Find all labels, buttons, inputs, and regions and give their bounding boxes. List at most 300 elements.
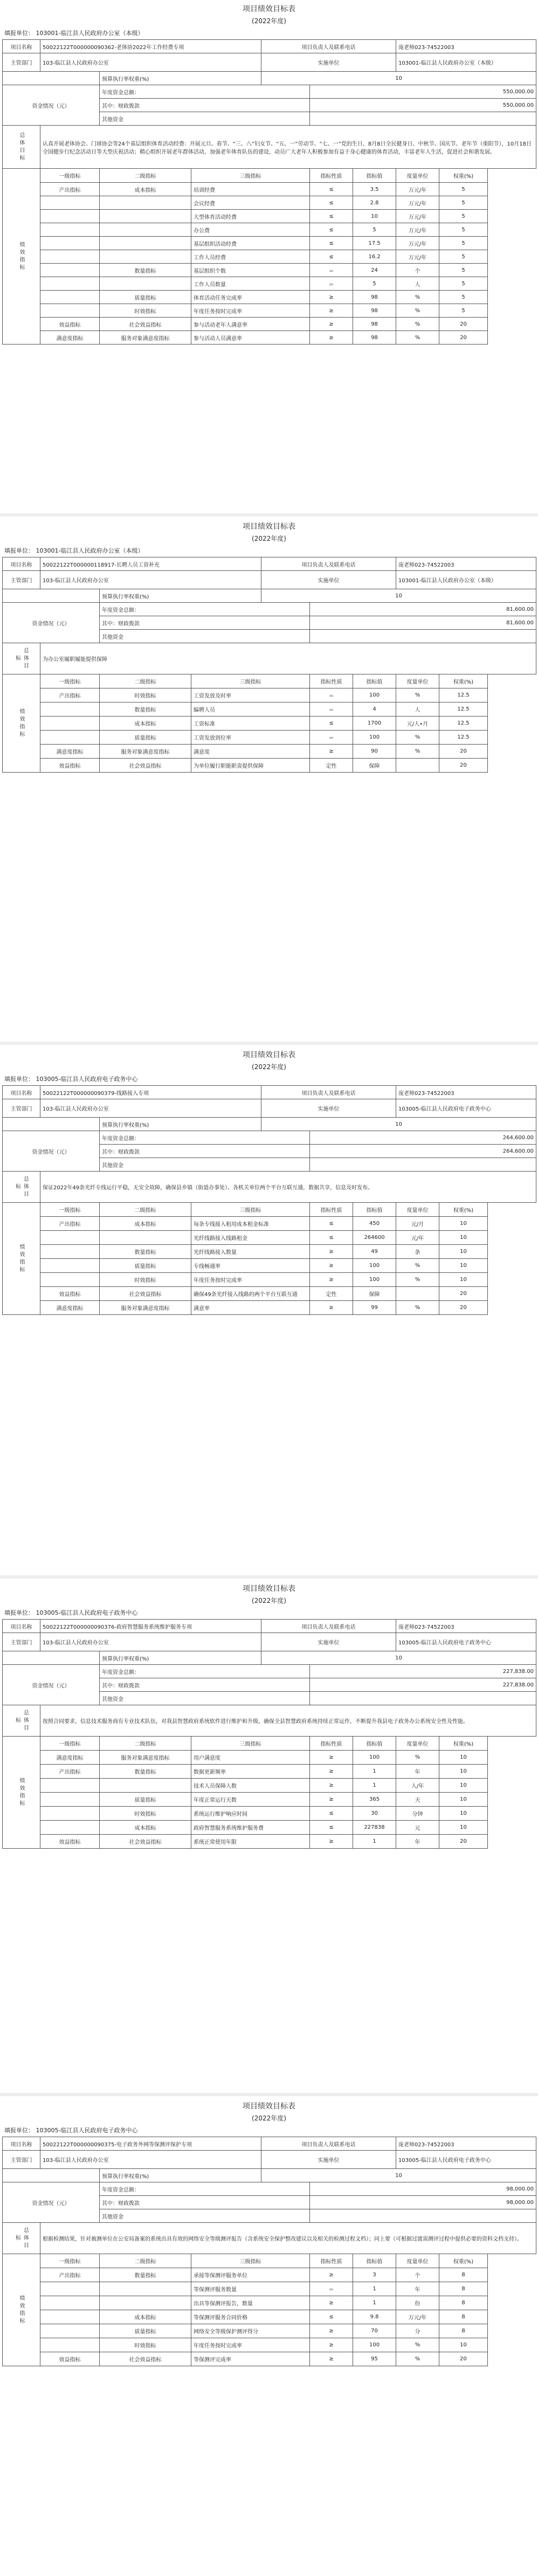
indicator-unit: % [396,304,439,318]
impl-label: 实施单位 [261,1633,396,1651]
table-row [3,210,536,223]
indicator-nature: ≥ [310,1751,353,1765]
column-header: 指标性质 [310,1737,353,1751]
level3-indicator: 基层组织活动经费 [191,237,310,250]
indicator-unit: % [396,1751,439,1765]
indicator-nature: ≥ [310,1259,353,1273]
table-row [3,2296,536,2310]
exec-rate-label: 预算执行率权重(%) [100,1118,261,1131]
indicator-nature: ＝ [310,277,353,291]
level2-indicator: 社会效益指标 [100,1287,191,1301]
fund-label: 资金情况（元） [3,1131,100,1172]
level1-indicator [40,2282,100,2296]
impl-label: 实施单位 [261,571,396,589]
dept-label: 主管部门 [3,53,40,72]
table-row [3,1765,536,1779]
fund-item-value [310,2209,536,2223]
table-row [3,1737,536,1751]
table-row [3,759,536,773]
level3-indicator: 会议经费 [191,196,310,210]
column-header: 一级指标 [40,2254,100,2268]
indicator-nature: ≤ [310,237,353,250]
level2-indicator: 社会效益指标 [100,759,191,773]
column-header: 权重(%) [439,2254,488,2268]
impl-value: 103005-临江县人民政府电子政务中心 [396,1633,536,1651]
fund-item-label: 其中：财政拨款 [100,99,310,112]
table-row [3,603,536,616]
level3-indicator: 系统运行维护响应时间 [191,1807,310,1821]
indicator-nature: ＝ [310,731,353,745]
table-row [3,2324,536,2338]
level3-indicator: 年度任务按时完成率 [191,1273,310,1287]
fund-item-value [310,112,536,126]
column-header: 指标值 [353,1203,396,1217]
table-row [3,1620,536,1633]
table-row [3,2182,536,2196]
level3-indicator: 满意度 [191,745,310,759]
column-header: 指标性质 [310,2254,353,2268]
level3-indicator: 光纤线路接入线路租金 [191,1231,310,1245]
table-row [3,2137,536,2151]
fund-item-label: 其他资金 [100,630,310,643]
indicator-unit: 元 [396,1821,439,1835]
fund-label: 资金情况（元） [3,2182,100,2223]
table-row [3,1203,536,1217]
indicator-weight: 8 [439,2324,488,2338]
exec-rate-value: 10 [261,589,536,603]
level2-indicator [100,210,191,223]
indicator-weight: 5 [439,210,488,223]
impl-label: 实施单位 [261,2151,396,2169]
level2-indicator: 社会效益指标 [100,2352,191,2366]
indicator-weight: 8 [439,2282,488,2296]
indicator-weight: 5 [439,291,488,304]
level3-indicator: 培训经费 [191,183,310,196]
indicator-value: 5 [353,277,396,291]
indicator-unit: % [396,1301,439,1315]
level1-indicator [40,223,100,237]
indicator-weight: 10 [439,1751,488,1765]
indicator-unit: 万元/年 [396,237,439,250]
dept-value: 103-临江县人民政府办公室 [40,53,261,72]
level2-indicator: 质量指标 [100,2324,191,2338]
indicator-weight: 20 [439,759,488,773]
performance-table [2,1619,536,1849]
impl-label: 实施单位 [261,1099,396,1118]
indicator-value: 1 [353,2296,396,2310]
contact-label: 项目负责人及联系电话 [261,1620,396,1633]
impl-value: 103005-临江县人民政府电子政务中心 [396,2151,536,2169]
fund-item-value: 227,838.00 [310,1678,536,1692]
table-row [3,1633,536,1651]
level3-indicator: 用户满意度 [191,1751,310,1765]
fund-item-label: 其中：财政拨款 [100,616,310,630]
table-row [3,250,536,264]
level1-indicator [40,2310,100,2324]
blank-cell [3,1118,100,1131]
indicator-weight: 5 [439,183,488,196]
table-row [3,745,536,759]
table-row [3,291,536,304]
table-row [3,1172,536,1203]
level2-indicator: 成本指标 [100,1217,191,1231]
indicator-unit: % [396,745,439,759]
indicator-unit: % [396,688,439,702]
indicator-weight: 20 [439,318,488,331]
level2-indicator: 数量指标 [100,702,191,717]
indicator-nature: ≥ [310,1779,353,1793]
indicator-unit: 元/月 [396,1217,439,1231]
indicator-value: 9.8 [353,2310,396,2324]
level1-indicator [40,1793,100,1807]
level1-indicator [40,1259,100,1273]
indicator-nature: ≥ [310,291,353,304]
reporting-unit: 填报单位： 103005-临江县人民政府电子政务中心 [4,1076,138,1083]
goal-text: 为办公室履职履能提供保障 [40,643,536,674]
fund-item-value: 81,600.00 [310,603,536,616]
reporting-unit: 填报单位： 103005-临江县人民政府电子政务中心 [4,1609,138,1616]
level1-indicator [40,264,100,277]
fund-item-value: 81,600.00 [310,616,536,630]
level3-indicator: 等保测评服务合同价格 [191,2310,310,2324]
dept-label: 主管部门 [3,1633,40,1651]
level1-indicator: 产出指标 [40,688,100,702]
level3-indicator: 工作人员经费 [191,250,310,264]
table-row [3,2268,536,2282]
table-row [3,1807,536,1821]
indicator-nature: ≤ [310,223,353,237]
level2-indicator: 数量指标 [100,2268,191,2282]
fund-item-value: 550,000.00 [310,85,536,99]
fund-item-value [310,1692,536,1705]
column-header: 权重(%) [439,674,488,688]
perf-label: 绩效指标 [3,1737,40,1849]
column-header: 度量单位 [396,169,439,183]
dept-value: 103-临江县人民政府办公室 [40,1099,261,1118]
table-row [3,1793,536,1807]
level1-indicator [40,2338,100,2352]
level2-indicator [100,1231,191,1245]
goal-text: 保证2022年49条光纤专线运行平稳，无安全故障，确保县乡镇（街道办事处）、各机关单位两个平台互联互通，数据共享，信息及时发布。 [40,1172,536,1203]
fund-item-value: 264,600.00 [310,1145,536,1158]
exec-rate-value: 10 [261,1118,536,1131]
section-title: 项目绩效目标表 [243,5,295,13]
level1-indicator [40,291,100,304]
impl-value: 103005-临江县人民政府电子政务中心 [396,1099,536,1118]
dept-label: 主管部门 [3,2151,40,2169]
level3-indicator: 年度正常运行天数 [191,1793,310,1807]
indicator-unit: 万元/年 [396,196,439,210]
blank-cell [3,2169,100,2182]
project-name: 50022122T000000090362-老体协2022年工作经费专项 [40,40,261,53]
dept-label: 主管部门 [3,1099,40,1118]
indicator-unit: 万元/年 [396,2310,439,2324]
fund-item-label: 其他资金 [100,112,310,126]
level3-indicator: 体育活动任务完成率 [191,291,310,304]
level2-indicator: 服务对象满意度指标 [100,1301,191,1315]
indicator-weight: 20 [439,1835,488,1849]
reporting-unit: 填报单位： 103001-临江县人民政府办公室（本级） [4,547,144,554]
level2-indicator: 数量指标 [100,1765,191,1779]
level2-indicator [100,277,191,291]
indicator-unit: 人 [396,277,439,291]
level2-indicator: 质量指标 [100,291,191,304]
level1-indicator: 效益指标 [40,2352,100,2366]
fund-label: 资金情况（元） [3,85,100,126]
column-header: 度量单位 [396,1203,439,1217]
indicator-value: 10 [353,210,396,223]
perf-target-section [0,2097,538,2366]
column-header: 二级指标 [100,1737,191,1751]
level3-indicator: 参与活动人员满意率 [191,331,310,345]
table-row [3,731,536,745]
column-header: 三级指标 [191,169,310,183]
indicator-nature: ≥ [310,1301,353,1315]
table-row [3,1835,536,1849]
indicator-value: 98 [353,318,396,331]
level1-indicator: 效益指标 [40,1287,100,1301]
level1-indicator: 满意度指标 [40,331,100,345]
level1-indicator: 满意度指标 [40,745,100,759]
level2-indicator [100,237,191,250]
table-row [3,1259,536,1273]
level3-indicator: 基层组织个数 [191,264,310,277]
column-header: 指标性质 [310,674,353,688]
level2-indicator: 时效指标 [100,1807,191,1821]
table-row [3,1273,536,1287]
indicator-weight: 12.5 [439,731,488,745]
level2-indicator: 服务对象满意度指标 [100,745,191,759]
level1-indicator: 满意度指标 [40,1751,100,1765]
indicator-unit [396,759,439,773]
level1-indicator [40,1231,100,1245]
level2-indicator [100,196,191,210]
indicator-nature: ≥ [310,304,353,318]
table-row [3,40,536,53]
level3-indicator: 工资标准 [191,717,310,731]
section-title: 项目绩效目标表 [243,2102,295,2111]
table-row [3,169,536,183]
indicator-weight: 10 [439,1273,488,1287]
indicator-unit: 个 [396,2268,439,2282]
table-row [3,318,536,331]
goal-label: 总体目标 [3,2223,40,2254]
section-divider [0,513,538,516]
indicator-weight: 12.5 [439,688,488,702]
indicator-weight: 20 [439,1287,488,1301]
indicator-unit: % [396,2352,439,2366]
table-row [3,183,536,196]
perf-target-section [0,1046,538,1315]
table-row [3,1301,536,1315]
level3-indicator: 确保49条光纤接入线路的两个平台互联互通 [191,1287,310,1301]
performance-table [2,1085,536,1315]
table-row [3,1705,536,1737]
indicator-unit: 人/年 [396,1779,439,1793]
indicator-weight: 5 [439,277,488,291]
exec-rate-label: 预算执行率权重(%) [100,1651,261,1665]
blank-cell [3,72,100,85]
goal-label: 总体目标 [3,1172,40,1203]
level1-indicator [40,196,100,210]
level2-indicator: 成本指标 [100,717,191,731]
level2-indicator: 成本指标 [100,2310,191,2324]
indicator-unit: 条 [396,1245,439,1259]
indicator-value: 100 [353,1751,396,1765]
indicator-nature: ≤ [310,196,353,210]
fund-item-label: 年度资金总额： [100,603,310,616]
section-title: 项目绩效目标表 [243,522,295,531]
fund-item-value: 98,000.00 [310,2196,536,2209]
level2-indicator: 时效指标 [100,1273,191,1287]
indicator-nature: ≥ [310,1765,353,1779]
section-year: (2022年度) [252,1597,286,1604]
indicator-nature: 定性 [310,759,353,773]
indicator-value: 100 [353,1259,396,1273]
level3-indicator: 参与活动老年人满意率 [191,318,310,331]
indicator-value: 49 [353,1245,396,1259]
exec-rate-label: 预算执行率权重(%) [100,2169,261,2182]
dept-label: 主管部门 [3,571,40,589]
level1-indicator [40,717,100,731]
indicator-weight: 10 [439,1245,488,1259]
table-row [3,2310,536,2324]
project-name: 50022122T000000090379-线路接入专项 [40,1086,261,1099]
level3-indicator: 专线畅通率 [191,1259,310,1273]
level3-indicator: 大型体育活动经费 [191,210,310,223]
indicator-value: 450 [353,1217,396,1231]
indicator-value: 100 [353,688,396,702]
table-row [3,277,536,291]
level1-indicator: 产出指标 [40,1217,100,1231]
indicator-nature: ≤ [310,2310,353,2324]
indicator-nature: ≥ [310,331,353,345]
column-header: 度量单位 [396,1737,439,1751]
indicator-unit: 年 [396,1835,439,1849]
column-header: 二级指标 [100,1203,191,1217]
level1-indicator: 产出指标 [40,2268,100,2282]
column-header: 指标性质 [310,1203,353,1217]
level2-indicator: 质量指标 [100,1793,191,1807]
level2-indicator [100,2296,191,2310]
goal-text: 认真开展老体协会、门球协会等24个基层组织体育活动经费：开展元旦、春节、“三、八”妇女节、“五、一”劳动节、“七、一”党的生日、8月8日全民健身日、中秋节、国庆节、老年节（重阳节），10月18日全国健步行纪念活动日等大型庆祝活动；精心组织开展老年群体活动，加强老年体育队伍的建设，动员广大老年人积极参加有益于身心健康的体育活动，丰富老年人生活，促进社会和谐发展。 [40,126,536,169]
indicator-nature: ≤ [310,1807,353,1821]
level3-indicator: 工资发放到位率 [191,731,310,745]
level2-indicator: 服务对象满意度指标 [100,1751,191,1765]
indicator-weight: 10 [439,1217,488,1231]
column-header: 权重(%) [439,1203,488,1217]
project-name: 50022122T000000118917-长聘人员工资补充 [40,557,261,571]
level1-indicator [40,210,100,223]
impl-value: 103001-临江县人民政府办公室（本级） [396,53,536,72]
column-header: 一级指标 [40,1737,100,1751]
table-row [3,1217,536,1231]
table-row [3,223,536,237]
level2-indicator: 成本指标 [100,1821,191,1835]
level2-indicator: 社会效益指标 [100,1835,191,1849]
indicator-nature: ≥ [310,2268,353,2282]
column-header: 三级指标 [191,1203,310,1217]
column-header: 三级指标 [191,2254,310,2268]
level2-indicator: 质量指标 [100,1259,191,1273]
section-year: (2022年度) [252,2114,286,2122]
column-header: 指标值 [353,169,396,183]
exec-rate-value: 10 [261,72,536,85]
fund-item-value: 98,000.00 [310,2182,536,2196]
level2-indicator: 数量指标 [100,264,191,277]
indicator-weight: 10 [439,1765,488,1779]
level3-indicator: 光纤线路接入数量 [191,1245,310,1259]
indicator-weight: 20 [439,331,488,345]
indicator-weight: 8 [439,2296,488,2310]
blank-cell [3,589,100,603]
indicator-unit: % [396,1273,439,1287]
indicator-value: 24 [353,264,396,277]
project-name-label: 项目名称 [3,557,40,571]
indicator-value: 264600 [353,1231,396,1245]
fund-item-label: 其他资金 [100,2209,310,2223]
column-header: 二级指标 [100,674,191,688]
indicator-value: 100 [353,731,396,745]
dept-value: 103-临江县人民政府办公室 [40,2151,261,2169]
indicator-nature: ≤ [310,210,353,223]
level2-indicator [100,2282,191,2296]
fund-item-value [310,1158,536,1172]
table-row [3,2169,536,2182]
indicator-weight: 5 [439,223,488,237]
column-header: 度量单位 [396,2254,439,2268]
perf-label: 绩效指标 [3,674,40,773]
table-row [3,264,536,277]
blank-cell [3,1651,100,1665]
contact-label: 项目负责人及联系电话 [261,1086,396,1099]
indicator-value: 1 [353,1835,396,1849]
section-year: (2022年度) [252,17,286,25]
indicator-weight: 8 [439,2310,488,2324]
level1-indicator: 满意度指标 [40,1301,100,1315]
indicator-value: 3 [353,2268,396,2282]
indicator-weight: 10 [439,1793,488,1807]
indicator-nature: ≤ [310,250,353,264]
column-header: 指标性质 [310,169,353,183]
indicator-unit: % [396,291,439,304]
indicator-value: 100 [353,1273,396,1287]
indicator-value: 30 [353,1807,396,1821]
table-row [3,1118,536,1131]
indicator-nature: ＝ [310,2282,353,2296]
fund-item-value: 227,838.00 [310,1665,536,1678]
indicator-weight: 5 [439,250,488,264]
indicator-unit: 万元/年 [396,250,439,264]
indicator-weight: 12.5 [439,702,488,717]
indicator-value: 1700 [353,717,396,731]
indicator-value: 227838 [353,1821,396,1835]
section-divider [0,1575,538,1579]
indicator-value: 17.5 [353,237,396,250]
project-name: 50022122T000000090376-政府智慧服务系统维护服务专项 [40,1620,261,1633]
indicator-unit: % [396,318,439,331]
level3-indicator: 等保测评完成率 [191,2352,310,2366]
indicator-nature: ＝ [310,702,353,717]
level2-indicator: 质量指标 [100,731,191,745]
perf-target-section [0,1580,538,1849]
indicator-unit: 天 [396,1793,439,1807]
indicator-nature: ≥ [310,1835,353,1849]
dept-value: 103-临江县人民政府办公室 [40,1633,261,1651]
fund-item-label: 其中：财政拨款 [100,1678,310,1692]
indicator-nature: ＝ [310,688,353,702]
indicator-nature: ≤ [310,1217,353,1231]
